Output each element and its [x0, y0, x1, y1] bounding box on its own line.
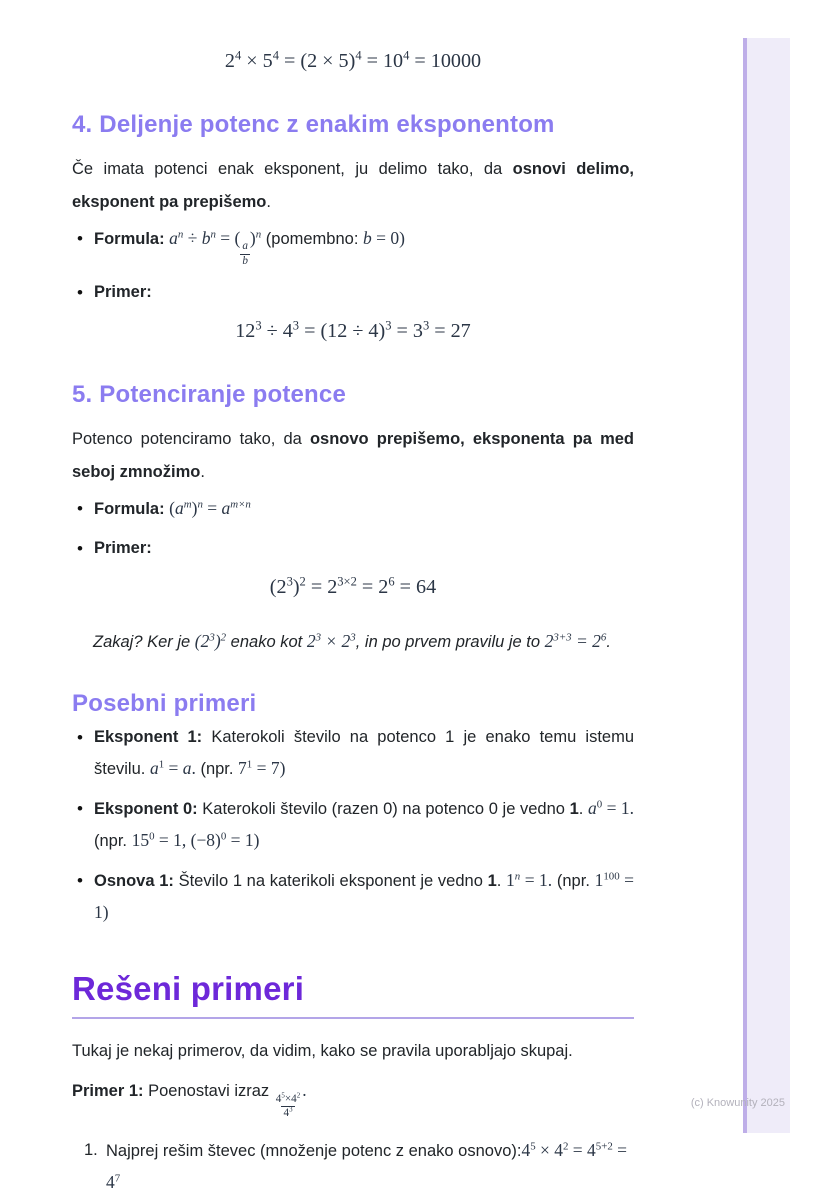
- step-text: Najprej rešim števec (množenje potenc z enako $osnovo):4^5 \times 4^2 = 4^{5+2} = 4^7$: [106, 1140, 628, 1193]
- formula-power-example: $(2^3)^2 = 2^{3\times 2} = 2^6 = 64$: [269, 574, 437, 599]
- step-number: 1.: [84, 1141, 98, 1160]
- bullet-list-potenciranje: [72, 493, 634, 564]
- list-item-primer-label: • Primer:: [72, 533, 634, 564]
- document-content: [72, 0, 634, 1199]
- list-item-osnova-1: • Osnova 1: Število 1 na katerikoli eksponent je vedno 1. $1^n = 1$. (npr. $1^{100} = 1$): [72, 865, 634, 929]
- bullet-list-posebni-primeri: [72, 722, 634, 929]
- bullet-list-deljenje: [72, 223, 634, 308]
- list-item-formula-power: • Formula: $(a^m)^n = a^{m\times n}$: [72, 493, 634, 525]
- section-heading-potenciranje-potence: 5. Potenciranje potence: [72, 381, 347, 409]
- list-item-primer-label: • Primer:: [72, 277, 634, 308]
- page-title-reseni-primeri: Rešeni primeri: [72, 970, 305, 1008]
- intro-paragraph: Tukaj je nekaj primerov, da vidim, kako se pravila uporabljajo skupaj.: [72, 1042, 573, 1061]
- solution-step-1: [72, 1135, 634, 1199]
- paragraph-potenciranje: Potenco potenciramo tako, da osnovo prepišemo, eksponenta pa med seboj zmnožimo.: [72, 430, 634, 482]
- solution-steps: [72, 1135, 634, 1199]
- list-item-eksponent-1: • Eksponent 1: Katerokoli število na potenco 1 je enako temu istemu številu. $a^1 = a$. (npr. $7^1 = 7$): [72, 722, 634, 785]
- primer-1-statement: Primer 1: Poenostavi izraz $\frac{4^5\times 4^2}{4^3}$ .: [72, 1080, 307, 1120]
- list-item-formula-quotient: • Formula: $a^n \div b^n$ = ( $\frac{a}{b}$ )$^n$ (pomembno: b = 0): [72, 223, 634, 269]
- copyright-notice: (c) Knowunity 2025: [690, 1097, 785, 1109]
- title-divider: [72, 1017, 634, 1019]
- formula-product-same-exponent: $2^4 \times 5^4 = (2 \times 5)^4 = 10^4 = 10000$: [224, 48, 482, 72]
- list-item-eksponent-0: • Eksponent 0: Katerokoli število (razen 0) na potenco 0 je vedno 1. $a^0 = 1$. (npr. $15^0 = 1$, $(-8)^0 = 1$): [72, 793, 634, 857]
- paragraph-deljenje-potenc: Če imata potenci enak eksponent, ju delimo tako, da osnovi delimo, eksponent pa prepišemo.: [72, 160, 634, 211]
- scrollbar-rail[interactable]: [743, 38, 790, 1133]
- note-zakaj-explanation: Zakaj? Ker je $(2^3)^2$ enako kot $2^3 \times 2^3$, in po prvem pravilu je to $2^{3+3} = 2^6$.: [93, 631, 611, 652]
- formula-quotient-example: $12^3 \div 4^3 = (12 \div 4)^3 = 3^3 = 27$: [235, 318, 471, 343]
- section-heading-deljenje-potenc: 4. Deljenje potenc z enakim eksponentom: [72, 111, 555, 138]
- section-heading-posebni-primeri: Posebni primeri: [72, 690, 257, 718]
